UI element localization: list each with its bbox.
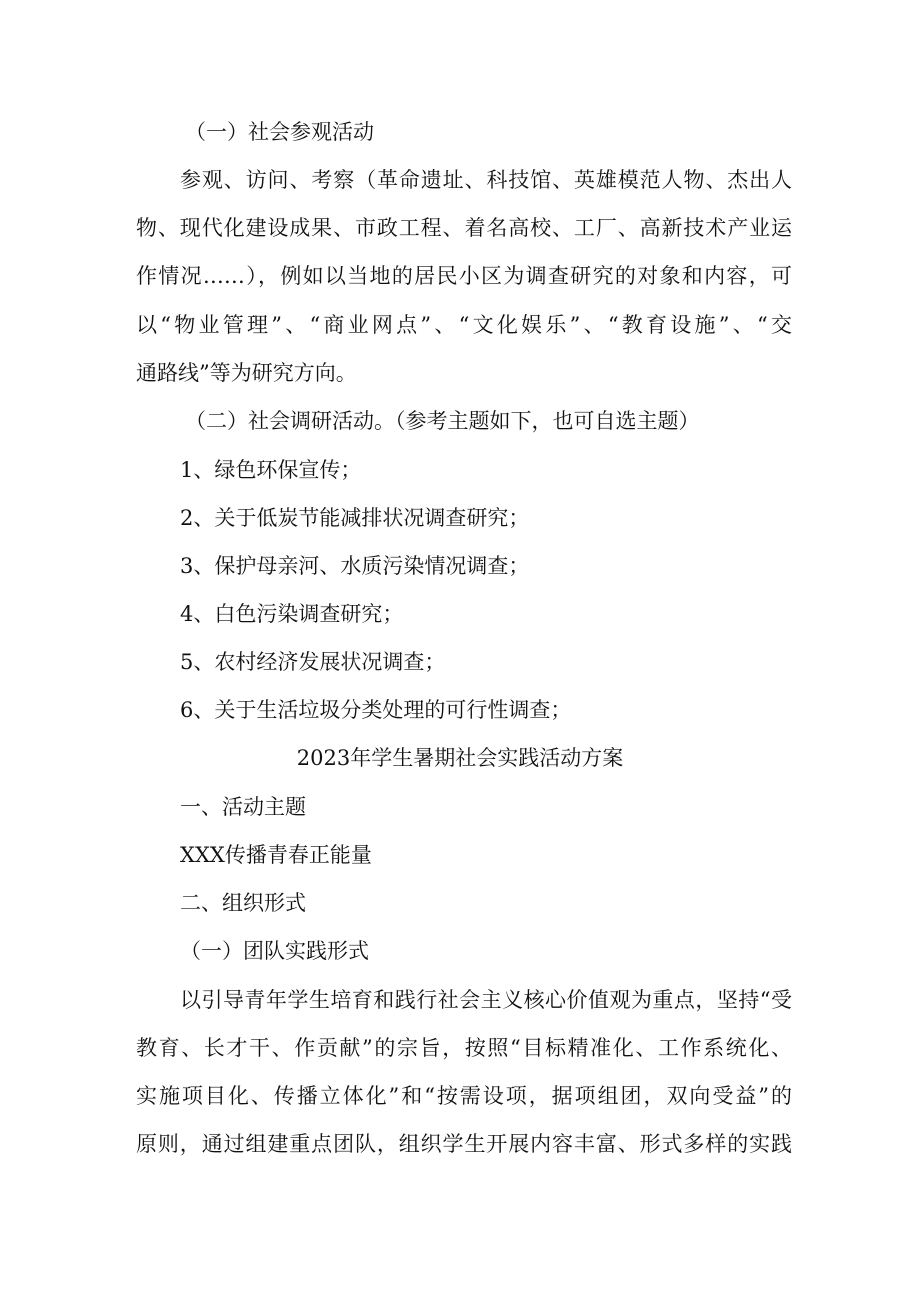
list-item: 4、白色污染调查研究； <box>180 602 404 626</box>
list-item: 1、绿色环保宣传； <box>180 458 362 482</box>
paragraph-line: 作情况……），例如以当地的居民小区为调查研究的对象和内容，可 <box>136 264 792 288</box>
list-item: 6、关于生活垃圾分类处理的可行性调查； <box>180 698 572 722</box>
list-item: 5、农村经济发展状况调查； <box>180 650 446 674</box>
paragraph-line: 以引导青年学生培育和践行社会主义核心价值观为重点，坚持“受 <box>180 988 792 1012</box>
theme-text: XXX传播青春正能量 <box>180 843 372 867</box>
paragraph-line: 参观、访问、考察（革命遗址、科技馆、英雄模范人物、杰出人 <box>180 168 792 192</box>
paragraph-line: 教育、长才干、作贡献”的宗旨，按照“目标精准化、工作系统化、 <box>136 1036 792 1060</box>
list-item: 3、保护母亲河、水质污染情况调查； <box>180 554 530 578</box>
paragraph-line: 通路线”等为研究方向。 <box>136 361 357 385</box>
part-heading-activity-theme: 一、活动主题 <box>180 795 306 819</box>
section-heading-social-visit: （一）社会参观活动 <box>185 120 374 144</box>
part-heading-organization: 二、组织形式 <box>180 891 306 915</box>
subheading-team-practice: （一）团队实践形式 <box>180 939 369 963</box>
list-item: 2、关于低炭节能减排状况调查研究； <box>180 506 530 530</box>
paragraph-line: 物、现代化建设成果、市政工程、着名高校、工厂、高新技术产业运 <box>136 216 792 240</box>
paragraph-line: 实施项目化、传播立体化”和“按需设项，据项组团，双向受益”的 <box>136 1084 792 1108</box>
section-heading-social-research: （二）社会调研活动。（参考主题如下，也可自选主题） <box>185 409 700 433</box>
plan-title: 2023年学生暑期社会实践活动方案 <box>296 746 624 770</box>
paragraph-line: 以“物业管理”、“商业网点”、“文化娱乐”、“教育设施”、“交 <box>136 313 792 337</box>
paragraph-line: 原则，通过组建重点团队，组织学生开展内容丰富、形式多样的实践 <box>136 1132 792 1156</box>
